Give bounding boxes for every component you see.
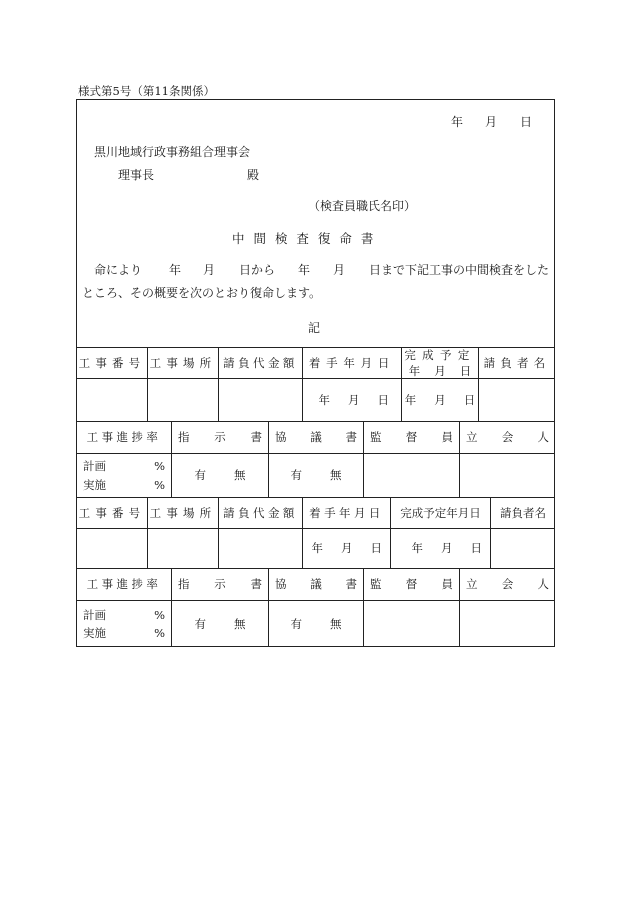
option-yes: 有 [194, 616, 206, 631]
plan-label: 計画 [83, 459, 106, 474]
document-title: 中 間 検 査 復 命 書 [232, 231, 376, 246]
percent-sign: % [154, 459, 165, 474]
unit-day: 日 [470, 541, 482, 556]
unit-day: 日 [459, 363, 472, 378]
option-no: 無 [234, 468, 246, 483]
header-char: 監 [370, 577, 382, 592]
header-contractor-name: 請負者名 [483, 355, 551, 370]
recipient-honorific: 殿 [247, 168, 260, 182]
body-text-2: 年 [169, 263, 182, 277]
header-char: 書 [345, 430, 357, 445]
header-consultation [269, 422, 363, 453]
header-char: 会 [501, 430, 514, 445]
header-char: 監 [370, 430, 382, 445]
unit-year: 年 [318, 392, 330, 407]
header-start-date: 着手年月日 [308, 355, 396, 370]
header-char: 人 [537, 577, 549, 592]
header-work-number: 工事番号 [78, 355, 146, 370]
header-work-place: 工事場所 [149, 355, 217, 370]
header-completion-bottom [409, 364, 472, 378]
recipient-title: 理事長 [118, 168, 155, 182]
consultation-yes-no-2 [269, 601, 363, 647]
header-contract-amount-2: 請負代金額 [223, 505, 298, 520]
header-completion-top: 完成予定 [404, 348, 476, 363]
option-yes: 有 [290, 616, 302, 631]
header-work-number-2: 工事番号 [78, 505, 146, 520]
header-progress-rate-2: 工事進捗率 [86, 577, 162, 592]
unit-month: 月 [341, 541, 353, 556]
percent-sign: % [154, 477, 165, 492]
recipient-org: 黒川地域行政事務組合理事会 [94, 145, 251, 159]
header-instruction-2 [172, 569, 268, 600]
header-contractor-name-2: 請負者名 [500, 505, 546, 520]
header-work-place-2: 工事場所 [149, 505, 217, 520]
header-char: 書 [250, 577, 262, 592]
ki-marker: 記 [308, 321, 321, 335]
unit-day: 日 [377, 392, 389, 407]
header-char: 書 [250, 430, 262, 445]
header-supervisor [364, 422, 459, 453]
instruction-yes-no [172, 454, 268, 497]
header-char: 督 [405, 577, 418, 592]
header-char: 員 [441, 430, 453, 445]
header-witness-2 [460, 569, 555, 600]
header-contract-amount: 請負代金額 [223, 355, 298, 370]
option-no: 無 [234, 616, 246, 631]
header-char: 指 [178, 577, 190, 592]
actual-label: 実施 [83, 477, 106, 492]
header-char: 員 [441, 577, 453, 592]
completion-date-field [402, 379, 478, 421]
unit-year: 年 [311, 541, 323, 556]
header-char: 議 [310, 577, 322, 592]
date-year: 年 [451, 115, 464, 129]
body-text-5: 年 [298, 263, 311, 277]
header-progress-rate: 工事進捗率 [86, 430, 162, 445]
date-month: 月 [485, 115, 498, 129]
instruction-yes-no-2 [172, 601, 268, 647]
header-instruction [172, 422, 268, 453]
header-char: 督 [405, 430, 418, 445]
option-yes: 有 [290, 468, 302, 483]
unit-year: 年 [404, 392, 417, 407]
header-completion-date [402, 348, 478, 378]
header-char: 会 [501, 577, 514, 592]
header-char: 示 [214, 577, 226, 592]
option-yes: 有 [194, 468, 206, 483]
body-text-6: 月 [333, 263, 346, 277]
header-char: 協 [275, 577, 287, 592]
percent-sign: % [154, 626, 165, 640]
header-char: 協 [275, 430, 287, 445]
start-date-field [303, 379, 401, 421]
progress-rate-field-2 [77, 601, 171, 647]
inspector-seal-label: （検査員職氏名印） [308, 199, 417, 213]
unit-day: 日 [370, 541, 382, 556]
unit-month: 月 [434, 363, 446, 378]
header-char: 人 [537, 430, 549, 445]
body-text-4: 日から [239, 263, 276, 277]
body-text-1: 命により [94, 263, 143, 277]
header-consultation-2 [269, 569, 363, 600]
header-start-date-2: 着手年月日 [309, 505, 384, 520]
date-day: 日 [520, 115, 533, 129]
header-char: 書 [345, 577, 357, 592]
unit-month: 月 [348, 392, 360, 407]
header-completion-date-2: 完成予定年月日 [400, 505, 481, 520]
option-no: 無 [330, 616, 342, 631]
consultation-yes-no [269, 454, 363, 497]
body-text-7: 日まで下記工事の中間検査をした [369, 263, 550, 277]
plan-label: 計画 [83, 607, 106, 622]
header-witness [460, 422, 555, 453]
unit-month: 月 [441, 541, 453, 556]
percent-sign: % [154, 607, 165, 622]
unit-month: 月 [434, 392, 446, 407]
unit-day: 日 [463, 392, 476, 407]
header-char: 指 [178, 430, 190, 445]
body-text-line2: ところ、その概要を次のとおり復命します。 [82, 286, 322, 300]
form-reference: 様式第5号（第11条関係） [78, 84, 215, 98]
header-supervisor-2 [364, 569, 459, 600]
option-no: 無 [330, 468, 342, 483]
header-char: 示 [214, 430, 226, 445]
unit-year: 年 [408, 363, 421, 378]
header-char: 議 [310, 430, 322, 445]
actual-label: 実施 [83, 626, 106, 640]
start-date-field-2 [303, 529, 390, 568]
header-char: 立 [466, 577, 478, 592]
body-text-3: 月 [203, 263, 216, 277]
unit-year: 年 [411, 541, 423, 556]
progress-rate-field [77, 454, 171, 497]
completion-date-field-2 [391, 529, 490, 568]
header-char: 立 [466, 430, 478, 445]
